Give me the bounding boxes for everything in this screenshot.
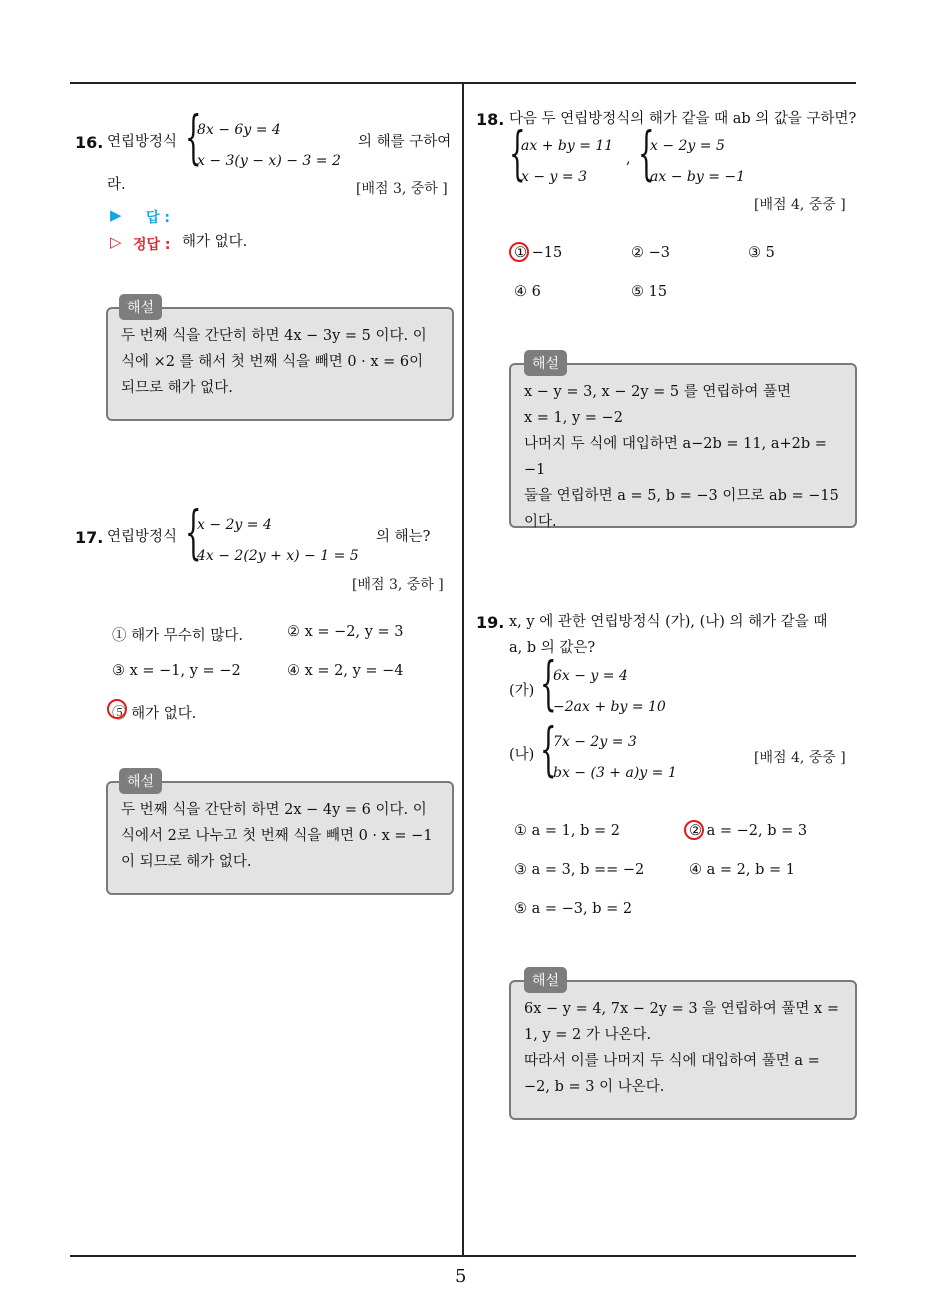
q16-explanation-box bbox=[106, 307, 454, 421]
q16-explanation-tag: 해설 bbox=[119, 294, 162, 320]
q16-stem: 연립방정식 bbox=[107, 134, 178, 150]
q17-option-1[interactable]: ① 해가 무수히 많다. bbox=[112, 628, 243, 644]
q18-sysA-eq1: ax + by = 11 bbox=[521, 138, 614, 154]
q16-score: [배점 3, 중하 ] bbox=[356, 181, 448, 197]
explain-line: 식에 ×2 를 해서 첫 번째 식을 빼면 0 · x = 6이 bbox=[121, 354, 424, 370]
correct-value: 해가 없다. bbox=[182, 234, 248, 250]
q19-na-label: (나) bbox=[509, 747, 535, 763]
q18-brace-b: { bbox=[638, 119, 655, 187]
answer-arrow-icon: ▶ bbox=[110, 206, 122, 224]
explain-line: 두 번째 식을 간단히 하면 2x − 4y = 6 이다. 이 bbox=[121, 802, 427, 818]
q16-brace: { bbox=[185, 103, 202, 171]
q19-ga-eq2: −2ax + by = 10 bbox=[553, 699, 666, 715]
q19-stem-line2: a, b 의 값은? bbox=[509, 640, 596, 656]
q18-brace-a: { bbox=[509, 119, 526, 187]
explain-line: 1, y = 2 가 나온다. bbox=[524, 1027, 652, 1043]
q19-option-1[interactable]: ① a = 1, b = 2 bbox=[514, 823, 620, 839]
page-number: 5 bbox=[455, 1266, 467, 1287]
q19-ga-eq1: 6x − y = 4 bbox=[553, 668, 628, 684]
q17-number: 17. bbox=[75, 528, 104, 547]
q19-option-2[interactable]: ② a = −2, b = 3 bbox=[689, 823, 808, 839]
explain-line: 이다. bbox=[524, 514, 557, 530]
q16-eq1: 8x − 6y = 4 bbox=[197, 122, 281, 138]
q16-tail1: 의 해를 구하여 bbox=[358, 134, 452, 150]
q17-brace: { bbox=[185, 498, 202, 566]
q17-option-5[interactable]: ⑤ 해가 없다. bbox=[112, 706, 197, 722]
q18-explanation-tag: 해설 bbox=[524, 350, 567, 376]
q18-option-5[interactable]: ⑤ 15 bbox=[631, 284, 668, 300]
q19-explanation-tag: 해설 bbox=[524, 967, 567, 993]
explain-line: −2, b = 3 이 나온다. bbox=[524, 1079, 665, 1095]
q18-option-1[interactable]: ① −15 bbox=[514, 245, 563, 261]
answer-label: 답 : bbox=[146, 210, 170, 226]
q18-option-3[interactable]: ③ 5 bbox=[748, 245, 775, 261]
q18-sysB-eq2: ax − by = −1 bbox=[650, 169, 746, 185]
q17-explanation-tag: 해설 bbox=[119, 768, 162, 794]
q16-number: 16. bbox=[75, 133, 104, 152]
column-divider bbox=[462, 84, 464, 1256]
q19-ga-label: (가) bbox=[509, 683, 535, 699]
q19-stem-line1: x, y 에 관한 연립방정식 (가), (나) 의 해가 같을 때 bbox=[509, 614, 828, 630]
q17-stem: 연립방정식 bbox=[107, 529, 178, 545]
explain-line: 나머지 두 식에 대입하면 a−2b = 11, a+2b = −1 bbox=[524, 436, 827, 478]
q17-tail: 의 해는? bbox=[376, 529, 431, 545]
q18-explanation-box bbox=[509, 363, 857, 528]
explain-line: 따라서 이를 나머지 두 식에 대입하여 풀면 a = bbox=[524, 1053, 820, 1069]
q18-answer-circle-icon bbox=[509, 242, 529, 262]
q19-answer-circle-icon bbox=[684, 820, 704, 840]
correct-label: 정답 : bbox=[133, 237, 171, 253]
q19-number: 19. bbox=[476, 613, 505, 632]
q17-eq2: 4x − 2(2y + x) − 1 = 5 bbox=[197, 548, 359, 564]
explain-line: 이 되므로 해가 없다. bbox=[121, 854, 252, 870]
explain-line: 식에서 2로 나누고 첫 번째 식을 빼면 0 · x = −1 bbox=[121, 828, 433, 844]
explain-line: 6x − y = 4, 7x − 2y = 3 을 연립하여 풀면 x = bbox=[524, 1001, 839, 1017]
q17-score: [배점 3, 중하 ] bbox=[352, 577, 444, 593]
q18-score: [배점 4, 중중 ] bbox=[754, 197, 846, 213]
q19-na-eq1: 7x − 2y = 3 bbox=[553, 734, 637, 750]
q19-na-brace: { bbox=[540, 715, 557, 783]
q17-answer-circle-icon bbox=[107, 699, 127, 719]
explain-line: 두 번째 식을 간단히 하면 4x − 3y = 5 이다. 이 bbox=[121, 328, 427, 344]
explain-line: x − y = 3, x − 2y = 5 를 연립하여 풀면 bbox=[524, 384, 791, 400]
explain-line: 되므로 해가 없다. bbox=[121, 380, 233, 396]
q19-option-4[interactable]: ④ a = 2, b = 1 bbox=[689, 862, 795, 878]
q18-option-2[interactable]: ② −3 bbox=[631, 245, 670, 261]
q19-explanation-box bbox=[509, 980, 857, 1120]
q19-ga-brace: { bbox=[540, 649, 557, 717]
q16-eq2: x − 3(y − x) − 3 = 2 bbox=[197, 153, 341, 169]
q17-option-3[interactable]: ③ x = −1, y = −2 bbox=[112, 663, 241, 679]
q19-score: [배점 4, 중중 ] bbox=[754, 750, 846, 766]
explain-line: x = 1, y = −2 bbox=[524, 410, 623, 426]
q17-option-4[interactable]: ④ x = 2, y = −4 bbox=[287, 663, 404, 679]
q18-comma: , bbox=[626, 151, 631, 167]
q19-option-3[interactable]: ③ a = 3, b == −2 bbox=[514, 862, 645, 878]
q18-sysB-eq1: x − 2y = 5 bbox=[650, 138, 725, 154]
explain-line: 둘을 연립하면 a = 5, b = −3 이므로 ab = −15 bbox=[524, 488, 839, 504]
q17-eq1: x − 2y = 4 bbox=[197, 517, 272, 533]
q18-stem: 다음 두 연립방정식의 해가 같을 때 ab 의 값을 구하면? bbox=[509, 111, 857, 127]
q17-option-2[interactable]: ② x = −2, y = 3 bbox=[287, 624, 404, 640]
correct-arrow-icon: ▷ bbox=[110, 233, 122, 251]
q18-sysA-eq2: x − y = 3 bbox=[521, 169, 587, 185]
q19-na-eq2: bx − (3 + a)y = 1 bbox=[553, 765, 677, 781]
q18-option-4[interactable]: ④ 6 bbox=[514, 284, 541, 300]
q18-number: 18. bbox=[476, 110, 505, 129]
q16-tail2: 라. bbox=[107, 177, 126, 193]
bottom-rule bbox=[70, 1255, 856, 1257]
q19-option-5[interactable]: ⑤ a = −3, b = 2 bbox=[514, 901, 633, 917]
q17-explanation-box bbox=[106, 781, 454, 895]
